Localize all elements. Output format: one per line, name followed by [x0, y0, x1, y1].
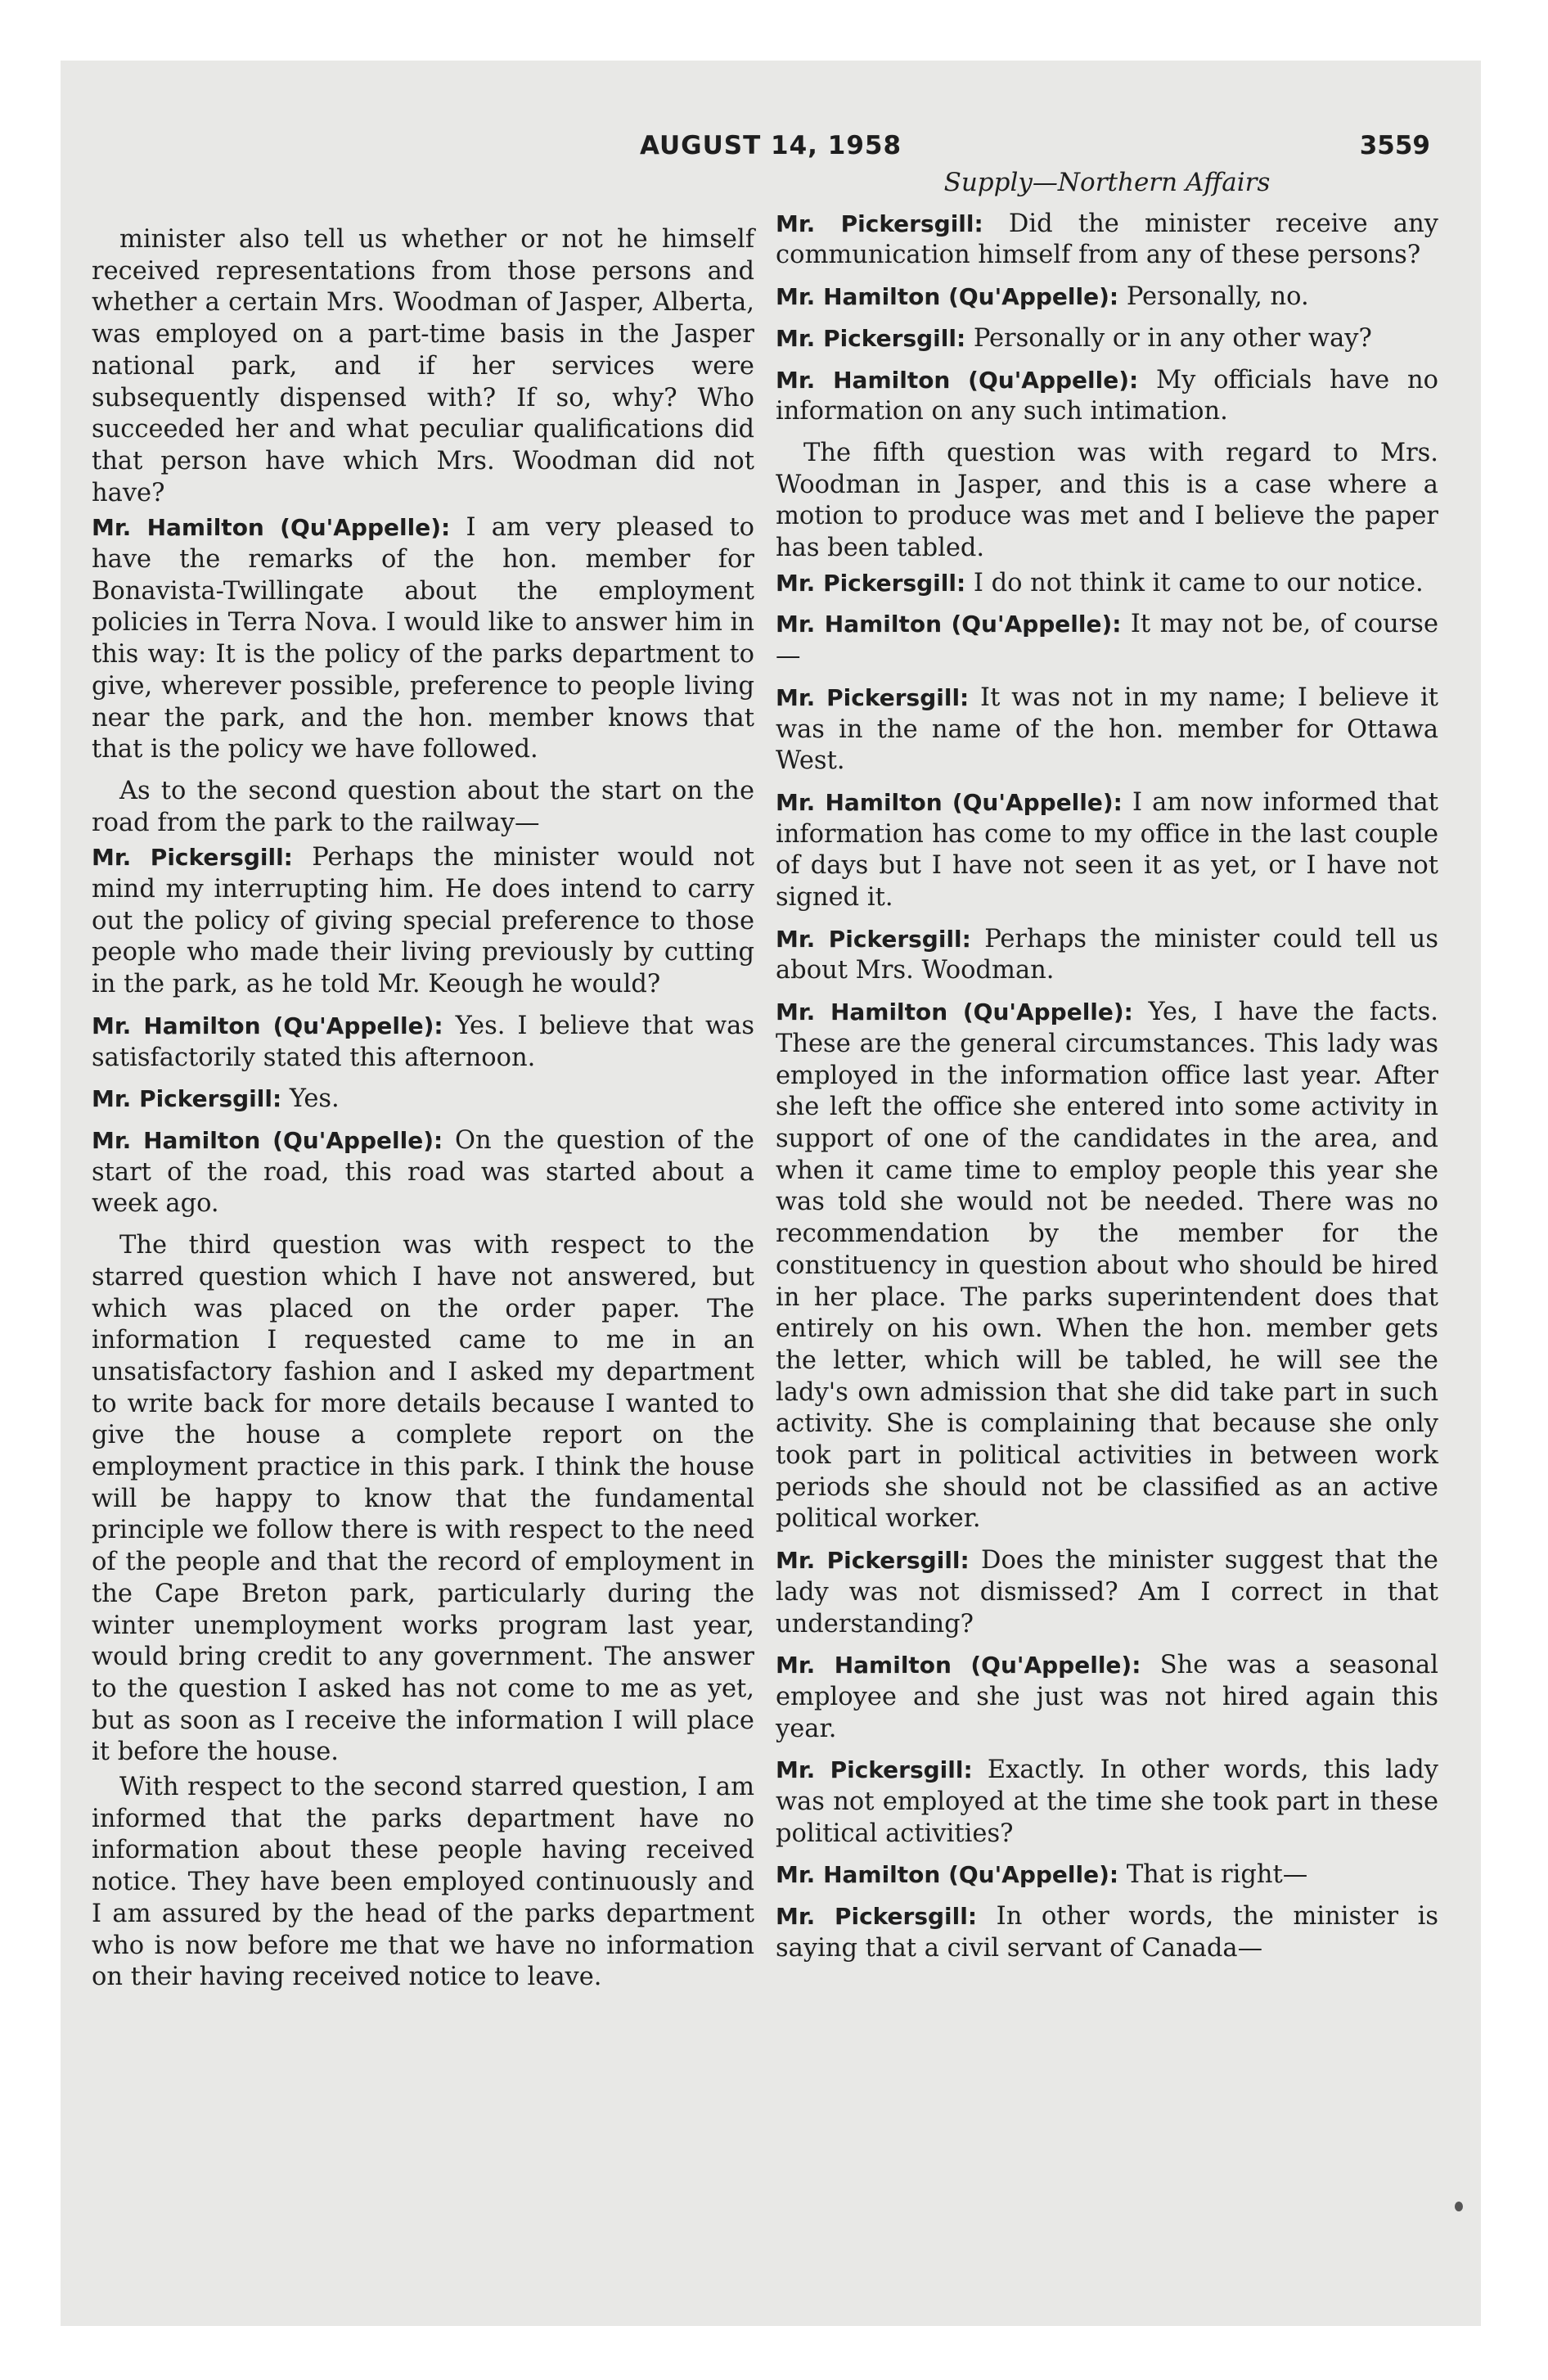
- right-column: [776, 167, 1438, 1975]
- paragraph: [776, 568, 1438, 600]
- speaker-name: Mr. Pickersgill:: [776, 925, 971, 953]
- paragraph: [776, 924, 1438, 987]
- paragraph-text: minister also tell us whether or not he himself received representations from those persons and whether a certain Mrs. Woodman of Jasper, Alberta, was employed on a part-time basis in the Jasper national park, and if her services were subsequently dispensed with? If so, why? Who succeeded her and what peculiar qualifications did that person have which Mrs. Woodman did not have?: [92, 225, 754, 507]
- paragraph: [92, 1125, 754, 1220]
- speaker-name: Mr. Hamilton (Qu'Appelle):: [776, 998, 1133, 1026]
- paragraph-text: It may not be, of course—: [776, 610, 1438, 671]
- speaker-name: Mr. Hamilton (Qu'Appelle):: [776, 283, 1119, 311]
- speaker-name: Mr. Hamilton (Qu'Appelle):: [92, 514, 451, 542]
- paragraph-text: She was a seasonal employee and she just was not hired again this year.: [776, 1651, 1439, 1743]
- right-column-body: [776, 209, 1438, 1965]
- paragraph: [776, 1755, 1438, 1850]
- page-date: AUGUST 14, 1958: [639, 131, 902, 160]
- paragraph-text: As to the second question about the start on the road from the park to the railway—: [92, 776, 754, 837]
- paragraph: [776, 787, 1438, 914]
- scanned-page: [61, 61, 1481, 2326]
- paragraph: [92, 1011, 754, 1074]
- paragraph-text: I am very pleased to have the remarks of the hon. member for Bonavista-Twillingate about the employment policies in Terra Nova. I would like to answer him in this way: It is the policy of the parks department to give, wherever possible, preference to people living near the park, and the hon. member knows that that is the policy we have followed.: [92, 513, 754, 764]
- ink-speck: [1455, 2202, 1463, 2211]
- paragraph-text: Did the minister receive any communication himself from any of these persons?: [776, 209, 1438, 270]
- paragraph: [92, 1230, 754, 1769]
- paragraph: [776, 609, 1438, 672]
- paragraph: [776, 1859, 1438, 1891]
- running-head: Supply—Northern Affairs: [943, 168, 1271, 197]
- paragraph-text: That is right—: [1126, 1860, 1308, 1890]
- paragraph-text: The fifth question was with regard to Mrs. Woodman in Jasper, and this is a case where a motion to produce was met and I believe the paper has been tabled.: [776, 438, 1438, 563]
- paragraph-text: Personally or in any other way?: [973, 323, 1372, 353]
- page-header: [61, 131, 1481, 172]
- paragraph: [776, 997, 1438, 1535]
- speaker-name: Mr. Pickersgill:: [776, 1756, 973, 1784]
- paragraph-text: In other words, the minister is saying that a civil servant of Canada—: [776, 1902, 1439, 1963]
- paragraph-text: The third question was with respect to the starred question which I have not answered, but which was placed on the order paper. The information I requested came to me in an unsatisfactory fashion and I asked my department to write back for more details because I wanted to give the house a complete report on the employment practice in this park. I think the house will be happy to know that the fundamental principle we follow there is with respect to the need of the people and that the record of employment in the Cape Breton park, particularly during the winter unemployment works program last year, would bring credit to any government. The answer to the question I asked has not come to me as yet, but as soon as I receive the information I will place it before the house.: [92, 1231, 754, 1767]
- speaker-name: Mr. Hamilton (Qu'Appelle):: [776, 1861, 1119, 1889]
- speaker-name: Mr. Pickersgill:: [776, 569, 966, 597]
- paragraph-text: I do not think it came to our notice.: [973, 568, 1424, 597]
- paragraph-text: With respect to the second starred question, I am informed that the parks department have no information about these people having received notice. They have been employed continuously and I am assured by the head of the parks department who is now before me that we have no information on their having received notice to leave.: [92, 1773, 754, 1992]
- paragraph-text: I am now informed that information has come to my office in the last couple of days but I have not seen it as yet, or I have not signed it.: [776, 787, 1438, 913]
- speaker-name: Mr. Hamilton (Qu'Appelle):: [92, 1126, 443, 1154]
- paragraph: [92, 1084, 754, 1116]
- paragraph: [92, 512, 754, 766]
- speaker-name: Mr. Pickersgill:: [776, 1547, 970, 1575]
- paragraph-text: It was not in my name; I believe it was in the name of the hon. member for Ottawa West.: [776, 683, 1438, 776]
- speaker-name: Mr. Hamilton (Qu'Appelle):: [92, 1012, 443, 1039]
- paragraph: [92, 224, 754, 509]
- paragraph-text: Personally, no.: [1126, 282, 1309, 312]
- paragraph: [776, 438, 1438, 565]
- speaker-name: Mr. Hamilton (Qu'Appelle):: [776, 611, 1122, 638]
- paragraph: [776, 365, 1438, 428]
- speaker-name: Mr. Pickersgill:: [776, 1903, 978, 1931]
- paragraph: [776, 1650, 1438, 1745]
- speaker-name: Mr. Pickersgill:: [776, 324, 966, 352]
- paragraph-text: On the question of the start of the road, this road was started about a week ago.: [92, 1125, 754, 1219]
- speaker-name: Mr. Pickersgill:: [92, 1085, 282, 1113]
- paragraph: [776, 282, 1438, 313]
- paragraph: [92, 776, 754, 839]
- left-column: [92, 224, 754, 1997]
- paragraph: [776, 683, 1438, 778]
- paragraph: [776, 1901, 1438, 1964]
- page-number: 3559: [1359, 131, 1430, 160]
- paragraph-text: My officials have no information on any such intimation.: [776, 365, 1438, 426]
- speaker-name: Mr. Hamilton (Qu'Appelle):: [776, 366, 1139, 394]
- paragraph-text: Perhaps the minister would not mind my interrupting him. He does intend to carry out the policy of giving special preference to those people who made their living previously by cutting in the park, as he told Mr. Keough he would?: [92, 843, 754, 999]
- paragraph-text: Perhaps the minister could tell us about Mrs. Woodman.: [776, 924, 1438, 985]
- paragraph: [776, 1545, 1438, 1640]
- speaker-name: Mr. Pickersgill:: [92, 844, 293, 872]
- paragraph: [776, 323, 1438, 355]
- speaker-name: Mr. Hamilton (Qu'Appelle):: [776, 788, 1123, 816]
- paragraph: [92, 842, 754, 1001]
- paragraph: [776, 209, 1438, 272]
- paragraph-text: Does the minister suggest that the lady was not dismissed? Am I correct in that understanding?: [776, 1546, 1438, 1639]
- paragraph-text: Exactly. In other words, this lady was not employed at the time she took part in these political activities?: [776, 1756, 1438, 1848]
- paragraph-text: Yes.: [289, 1084, 340, 1114]
- speaker-name: Mr. Pickersgill:: [776, 683, 970, 711]
- speaker-name: Mr. Pickersgill:: [776, 210, 983, 237]
- paragraph-text: Yes, I have the facts. These are the general circumstances. This lady was employed in the information office last year. After she left the office she entered into some activity in support of one of the candidates in the area, and when it came time to employ people this year she was told she would not be needed. There was no recommendation by the member for the constituency in question about who should be hired in her place. The parks superintendent does that entirely on his own. When the hon. member gets the letter, which will be tabled, he will see the lady's own admission that she did take part in such activity. She is complaining that because she only took part in political activities in between work periods she should not be classified as an active political worker.: [776, 998, 1438, 1534]
- paragraph: [92, 1772, 754, 1994]
- paragraph-text: Yes. I believe that was satisfactorily stated this afternoon.: [92, 1011, 754, 1072]
- speaker-name: Mr. Hamilton (Qu'Appelle):: [776, 1652, 1141, 1679]
